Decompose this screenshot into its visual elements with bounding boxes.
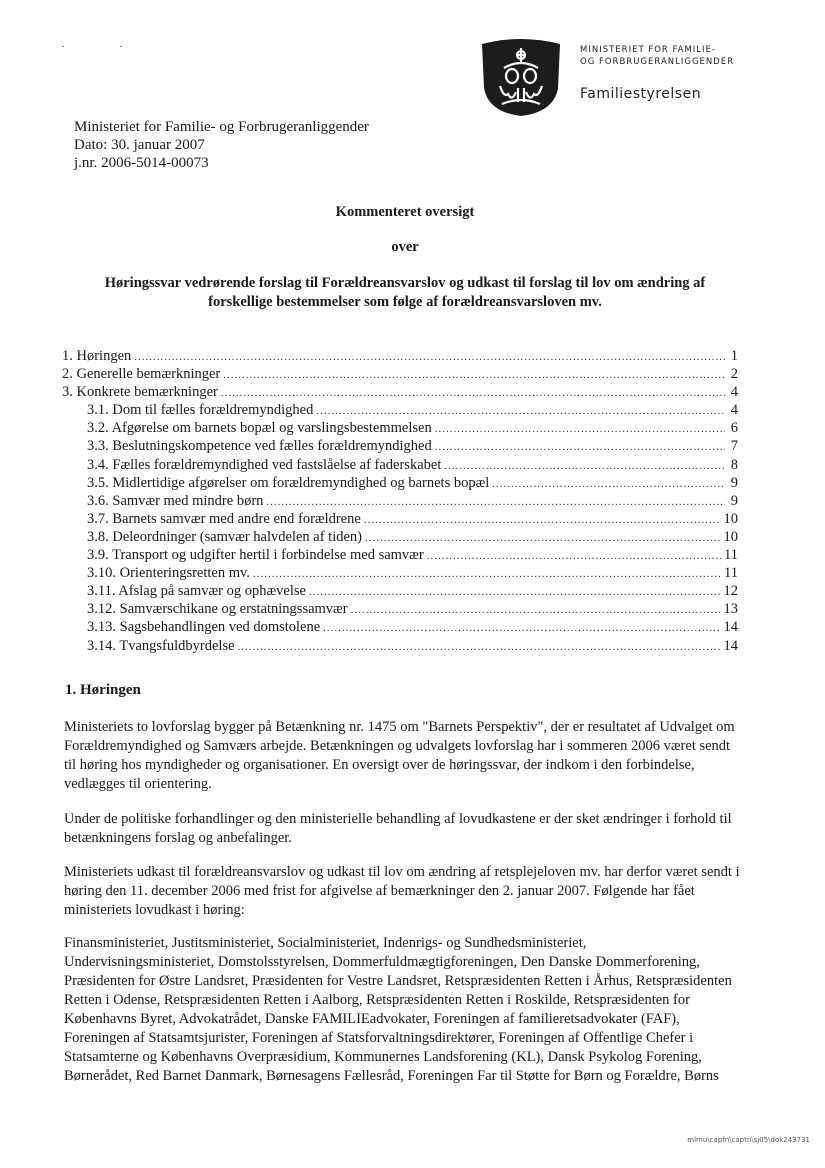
toc-entry-page: 14 [723, 619, 738, 636]
title-line-2: over [391, 239, 419, 255]
toc-leader-dots [492, 479, 725, 490]
toc-entry-page: 11 [724, 565, 738, 582]
toc-entry [62, 529, 738, 547]
toc-entry-label: 3.2. Afgørelse om barnets bopæl og varslingsbestemmelsen [87, 420, 432, 437]
toc-leader-dots [444, 461, 725, 472]
toc-entry-page: 9 [730, 492, 738, 509]
toc-entry-page: 4 [730, 402, 738, 419]
toc-entry [62, 493, 738, 511]
toc-entry-label: 2. Generelle bemærkninger [62, 366, 221, 383]
date-line: Dato: 30. januar 2007 [74, 137, 205, 153]
toc-entry-label: 3.10. Orienteringsretten mv. [87, 565, 250, 582]
toc-entry [62, 402, 738, 420]
ministry-name-line1: MINISTERIET FOR FAMILIE- [580, 45, 716, 55]
toc-entry-label: 3.11. Afslag på samvær og ophævelse [87, 583, 306, 600]
scan-speck [62, 46, 64, 47]
toc-entry-page: 13 [723, 601, 738, 618]
toc-leader-dots [134, 352, 725, 363]
toc-leader-dots [221, 388, 725, 399]
toc-entry-page: 6 [730, 420, 738, 437]
scan-speck [120, 46, 122, 47]
toc-entry [62, 601, 738, 619]
toc-leader-dots [253, 569, 721, 580]
toc-entry-label: 3.6. Samvær med mindre børn [87, 492, 264, 509]
toc-entry [62, 420, 738, 438]
toc-leader-dots [238, 642, 721, 653]
body-paragraph-4: Finansministeriet, Justitsministeriet, Socialministeriet, Indenrigs- og Sundhedsministeriet, Undervisningsministeriet, Domstolsstyrelsen, Dommerfuldmægtigforeningen, Den Danske Dommerforening, Præsidenten for Østre Landsret, Præsidenten for Vestre Landsret, Retspræsidenten Retten i Århus, Retspræsidenten Retten i Odense, Retspræsidenten Retten i Aalborg, Retspræsidenten Retten i Roskilde, Retspræsidenten for Københavns Byret, Advokatrådet, Danske FAMILIEadvokater, Foreningen af familieretsadvokater (FAF), Foreningen af Statsamtsjurister, Foreningen af Statsforvaltningsdirektører, Foreningen af Offentlige Chefer i Statsamterne og Københavns Overpræsidium, Kommunernes Landsforening (KL), Dansk Psykolog Forening, Børnerådet, Red Barnet Danmark, Børnesagens Fællesråd, Foreningen Far til Støtte for Børn og Forældre, Børns [64, 935, 732, 1084]
toc-entry-label: 3.9. Transport og udgifter hertil i forbindelse med samvær [87, 547, 424, 564]
agency-name: Familiestyrelsen [580, 86, 702, 102]
toc-entry [62, 583, 738, 601]
toc-entry-label: 3.8. Deleordninger (samvær halvdelen af tiden) [87, 528, 363, 545]
toc-leader-dots [351, 605, 721, 616]
toc-entry-page: 10 [723, 510, 738, 527]
toc-entry-page: 11 [724, 547, 738, 564]
document-meta [74, 118, 369, 172]
toc-entry-label: 3.14. Tvangsfuldbyrdelse [87, 637, 235, 654]
title-line-3: Høringssvar vedrørende forslag til Forældreansvarslov og udkast til forslag til lov om ændring af forskellige bestemmelser som følge af forældreansvarsloven mv. [104, 275, 706, 310]
toc-entry-page: 14 [723, 637, 738, 654]
toc-entry [62, 638, 738, 656]
toc-leader-dots [316, 406, 725, 417]
footer-document-code: mlmu\capfn\captn\sj05\dok243731 [687, 1136, 810, 1144]
toc-entry [62, 366, 738, 384]
toc-leader-dots [266, 497, 725, 508]
toc-leader-dots [364, 515, 721, 526]
toc-entry [62, 475, 738, 493]
toc-entry-page: 4 [730, 384, 738, 401]
toc-entry-label: 3. Konkrete bemærkninger [62, 384, 218, 401]
toc-entry-label: 3.3. Beslutningskompetence ved fælles forældremyndighed [87, 438, 432, 455]
toc-entry [62, 565, 738, 583]
journal-number: j.nr. 2006-5014-00073 [74, 155, 209, 171]
toc-entry-label: 1. Høringen [62, 348, 132, 364]
toc-entry-label: 3.12. Samværschikane og erstatningssamvær [87, 601, 348, 618]
sender-line: Ministeriet for Familie- og Forbrugeranliggender [74, 119, 369, 135]
ministry-name [580, 44, 810, 68]
toc-leader-dots [223, 370, 725, 381]
toc-entry-label: 3.4. Fælles forældremyndighed ved fastslåelse af faderskabet [87, 456, 442, 473]
toc-leader-dots [435, 442, 725, 453]
toc-leader-dots [427, 551, 721, 562]
toc-entry [62, 619, 738, 637]
body-paragraph-2: Under de politiske forhandlinger og den ministerielle behandling af lovudkastene er der sket ændringer i forhold til betænkningens forslag og anbefalinger. [64, 811, 732, 846]
toc-entry-label: 3.5. Midlertidige afgørelser om forældremyndighed og barnets bopæl [87, 474, 490, 491]
toc-entry [62, 348, 738, 366]
body-paragraph-3: Ministeriets udkast til forældreansvarslov og udkast til lov om ændring af retsplejeloven mv. har derfor været sendt i høring den 11. december 2006 med frist for afgivelse af bemærkninger den 2. januar 2007. Følgende har fået ministeriets lovudkast i høring: [64, 864, 740, 918]
toc-entry-label: 3.1. Dom til fælles forældremyndighed [87, 402, 314, 419]
toc-entry-page: 7 [730, 438, 738, 455]
toc-leader-dots [323, 623, 720, 634]
title-line-1: Kommenteret oversigt [335, 204, 475, 220]
toc-entry-page: 8 [730, 456, 738, 473]
ministry-crown-logo [478, 36, 564, 118]
ministry-name-line2: OG FORBRUGERANLIGGENDER [580, 57, 735, 67]
toc-entry-page: 1 [730, 348, 738, 364]
section-heading: 1. Høringen [65, 682, 141, 698]
toc-entry [62, 384, 738, 402]
toc-leader-dots [435, 424, 725, 435]
toc-entry-page: 10 [723, 528, 738, 545]
toc-leader-dots [309, 587, 721, 598]
document-title [74, 204, 736, 312]
toc-entry-label: 3.7. Barnets samvær med andre end forældrene [87, 510, 361, 527]
toc-entry-page: 2 [730, 366, 738, 383]
toc-entry [62, 438, 738, 456]
toc-entry [62, 457, 738, 475]
toc-entry [62, 547, 738, 565]
toc-entry-page: 12 [723, 583, 738, 600]
table-of-contents [62, 348, 738, 656]
toc-entry-label: 3.13. Sagsbehandlingen ved domstolene [87, 619, 321, 636]
toc-entry [62, 511, 738, 529]
toc-leader-dots [365, 533, 720, 544]
body-paragraph-1: Ministeriets to lovforslag bygger på Betænkning nr. 1475 om "Barnets Perspektiv", der er resultatet af Udvalget om Forældremyndighed og Samværs arbejde. Betænkningen og udvalgets lovforslag har i sommeren 2006 været sendt til høring hos myndigheder og organisationer. En oversigt over de høringssvar, der indkom i den forbindelse, vedlægges til orientering. [64, 719, 735, 792]
toc-entry-page: 9 [730, 474, 738, 491]
